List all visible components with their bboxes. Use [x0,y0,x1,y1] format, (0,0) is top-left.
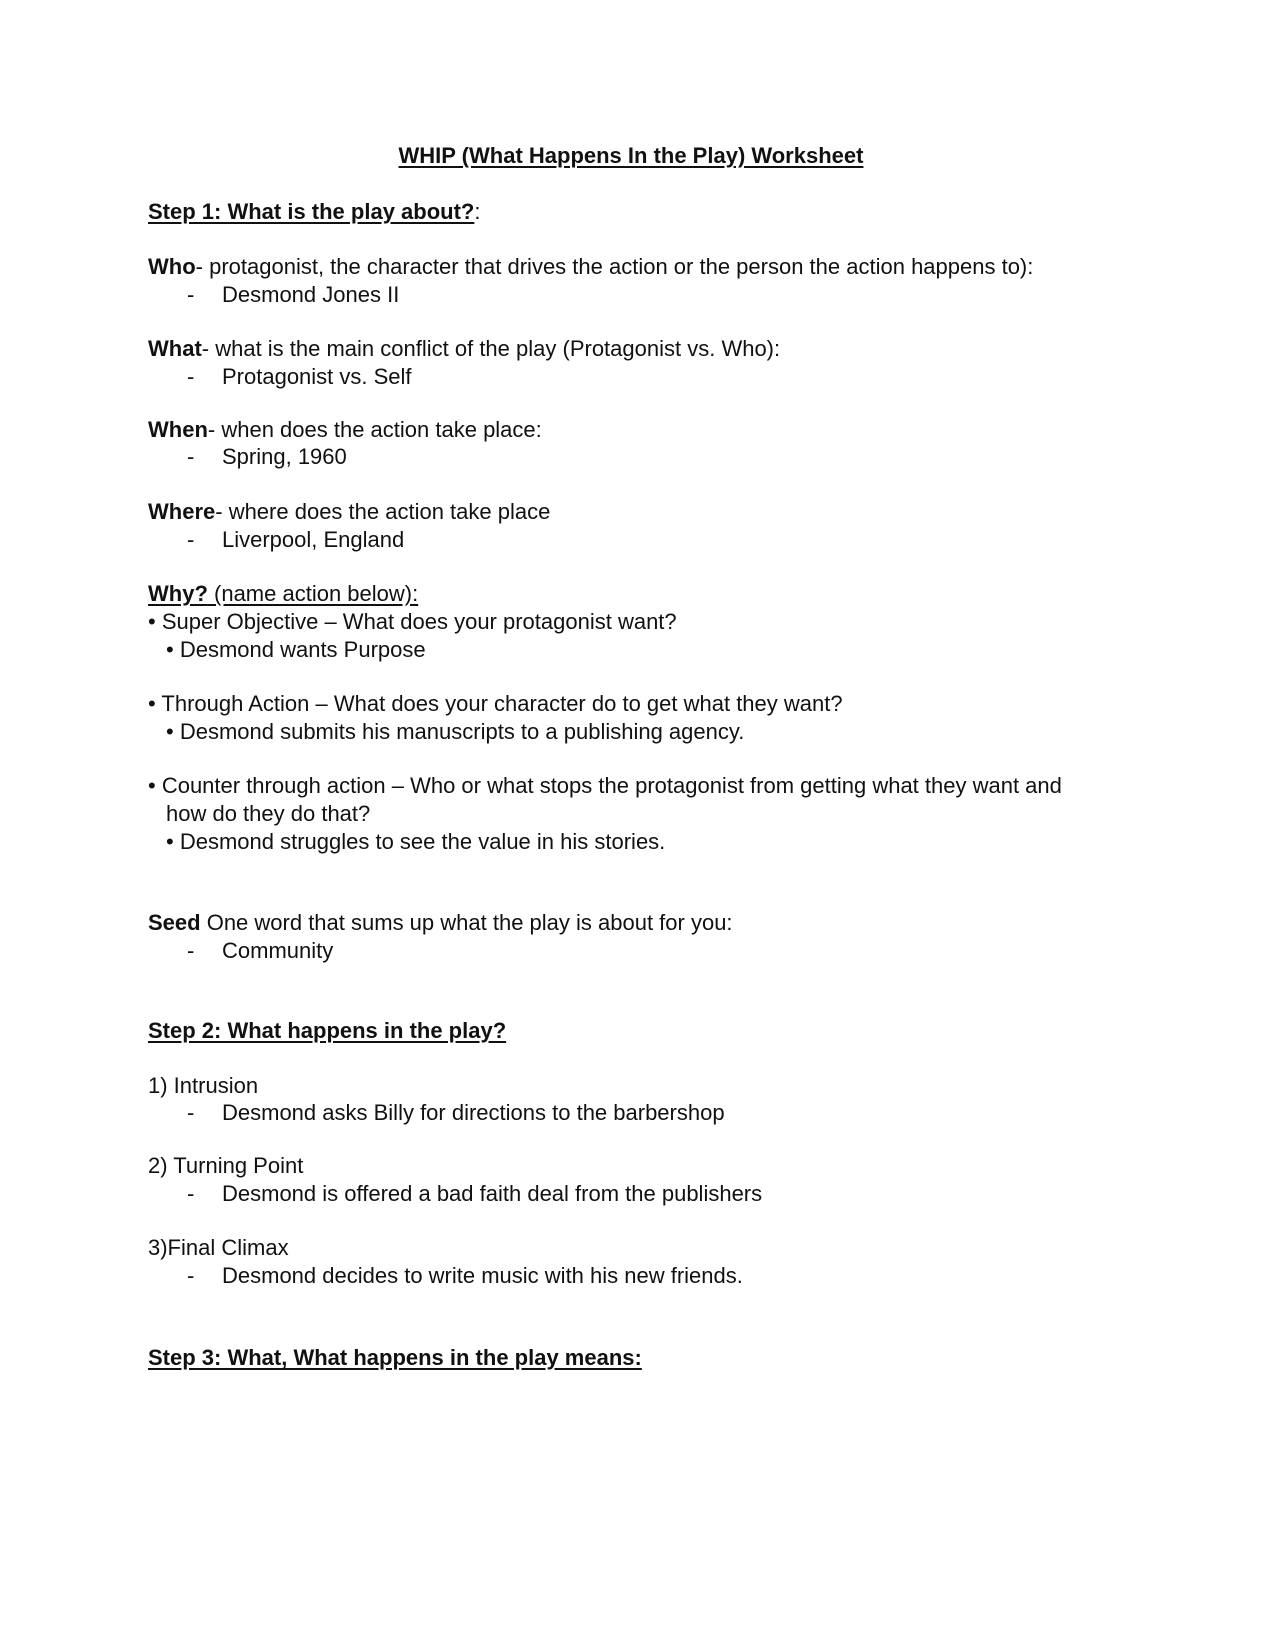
counter-action-prompt: • Counter through action – Who or what stops the protagonist from getting what they want and [148,773,1062,798]
where-prompt-text: - where does the action take place [215,499,551,524]
where-dash: - [187,527,195,552]
why-label: Why? [148,581,208,606]
counter-action-answer: • Desmond struggles to see the value in his stories. [166,829,666,854]
when-prompt-text: - when does the action take place: [207,417,542,442]
where-answer: Liverpool, England [222,527,405,552]
when-prompt [148,416,542,444]
through-action-prompt: • Through Action – What does your character do to get what they want? [148,691,843,716]
seed-prompt [148,909,733,937]
step2-item-label: 1) Intrusion [148,1073,259,1098]
step2-item-dash: - [187,1263,195,1288]
seed-prompt-text: One word that sums up what the play is about for you: [200,910,733,935]
when-label: When [148,417,208,442]
super-objective-prompt: • Super Objective – What does your protagonist want? [148,609,677,634]
who-prompt-text: - protagonist, the character that drives the action or the person the action happens to): [195,254,1034,279]
step1-heading [148,198,480,226]
what-prompt-text: - what is the main conflict of the play (Protagonist vs. Who): [201,336,781,361]
step2-item-label: 3)Final Climax [148,1235,289,1260]
what-dash: - [187,364,195,389]
seed-label: Seed [148,910,201,935]
what-label: What [148,336,202,361]
counter-action-prompt-cont: how do they do that? [166,801,371,826]
step2-item-answer: Desmond decides to write music with his new friends. [222,1263,743,1288]
step2-heading: Step 2: What happens in the play? [148,1018,507,1043]
who-label: Who [148,254,196,279]
step2-item-answer: Desmond asks Billy for directions to the barbershop [222,1100,725,1125]
step2-item-label: 2) Turning Point [148,1153,304,1178]
where-label: Where [148,499,216,524]
step1-heading-suffix: : [474,199,481,224]
step3-heading: Step 3: What, What happens in the play means: [148,1345,642,1370]
page-title: WHIP (What Happens In the Play) Worksheet [398,143,864,168]
what-prompt [148,335,780,363]
step1-heading-text: Step 1: What is the play about? [148,199,475,224]
who-prompt [148,253,1033,281]
where-prompt [148,498,550,526]
seed-dash: - [187,938,195,963]
through-action-answer: • Desmond submits his manuscripts to a publishing agency. [166,719,745,744]
who-dash: - [187,282,195,307]
step2-item-dash: - [187,1100,195,1125]
what-answer: Protagonist vs. Self [222,364,412,389]
when-answer: Spring, 1960 [222,444,347,469]
when-dash: - [187,444,195,469]
why-prompt [148,580,418,608]
why-prompt-text: (name action below): [207,581,419,606]
super-objective-answer: • Desmond wants Purpose [166,637,426,662]
step2-item-answer: Desmond is offered a bad faith deal from the publishers [222,1181,763,1206]
seed-answer: Community [222,938,334,963]
who-answer: Desmond Jones II [222,282,400,307]
step2-item-dash: - [187,1181,195,1206]
